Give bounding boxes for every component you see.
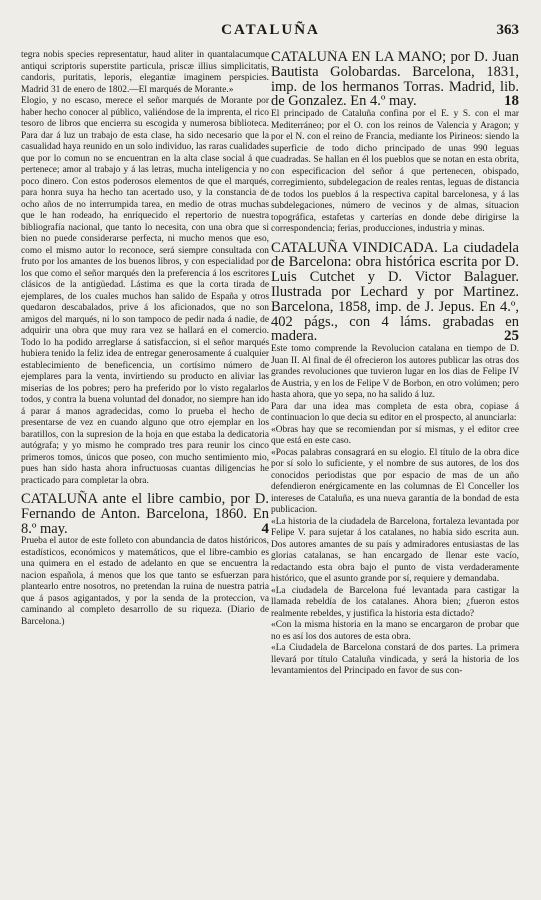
entry-title-vindicada <box>271 241 519 345</box>
prospectus-paragraph: «Obras hay que se recomiendan por sí mismas, y el editor cree que está en este caso. <box>271 424 519 447</box>
prospectus-paragraph: «La historia de la ciudadela de Barcelona, fortaleza levantada por Felipe V. para sujetar á los catalanes, no habia sido escrita aun. Dos autores amantes de su país y admiradores entusiastas de las glorias catalanas, se han encargado de llenar este vacío, redactando esta obra bajo el punto de vista verdaderamente histórico, que el asunto grande por sí, requiere y demandaba. <box>271 516 519 585</box>
entry-intro-vindicada: Para dar una idea mas completa de esta obra, copiase á continuacion lo que decia su editor en el prospecto, al anunciarla: <box>271 401 519 424</box>
entry-price: 25 <box>504 328 519 345</box>
page-number: 363 <box>496 22 519 38</box>
continuation-text: tegra nobis species representatur, haud aliter in quantalacumque antiqui scriptoris superstite particula, priscæ illius simplicitatis, candoris, puritatis, leporis, elegantiæ imaginem perspicies. Madrid 31 de enero de 1802.—El marqués de Morante.» <box>21 50 269 95</box>
entry-price: 18 <box>504 93 519 110</box>
prospectus-paragraph: «La Ciudadela de Barcelona constará de dos partes. La primera llevará por título Cataluña vindicada, y será la historia de los levantamientos del Principado en favor de sus con- <box>271 643 519 677</box>
elogio-paragraph: Elogio, y no escaso, merece el señor marqués de Morante por haber hecho conocer al público, valiéndose de la imprenta, el rico tesoro de libros que encierra su escogida y numerosa biblioteca. Para dar á luz un trabajo de esta clase, ha sido necesario que la casualidad haya reunido en un solo individuo, las raras cualidades que por lo comun no se encuentran en la alta clase social á que pertenece; amor al trabajo y á las letras, mucha inteligencia y no poco dinero. Con estos poderosos elementos de que el marqués, para honra suya ha hecho tan acertado uso, y la constancia de ocho años de no interrumpida tarea, en medio de otras muchas que le han rodeado, ha enriquecido el repertorio de nuestra bibliografía nacional, que tanto lo necesita, con una obra que si bien no puede considerarse perfecta, ni mucho menos que eso, como el mismo autor lo reconoce, será siempre consultada con fruto por los amantes de los buenos libros, y con especialidad por los que como el señor marqués den la preferencia á los escritores clásicos de la antigüedad. Lástima es que la corta tirada de ejemplares, de los cuales muchos han salido de España y otros quedaron descabalados, prive á los aficionados, que no son amigos del marqués, ni lo son tampoco de pedir nada á nadie, de adquirir una obra que muy rara vez se hallará en el comercio. Todo lo ha podido arreglarse á satisfaccion, si el señor marqués hubiera tenido la feliz idea de entregar generosamente á cualquier establecimiento de beneficencia, un cortísimo número de ejemplares para la venta, invirtiendo su producto en aliviar las miserias de los pobres; pero ha preferido por lo visto regalarlos todos, y contra la buena voluntad del donador, no siempre han ido á parar á manos agradecidas, como lo prueba el hecho de presentarse de vez en cuando alguno que otro ejemplar en los baratillos, con la supresion de la hoja en que estaba la dedicatoria autógrafa; y yo mismo he comprado tres para reunir los cinco primeros tomos, únicos que poseo, con mucho sentimiento mio, pues han sido hasta ahora infructuosas cuantas diligencias he practicado para completar la obra. <box>21 96 269 486</box>
prospectus-paragraph: «Pocas palabras consagrará en su elogio. El título de la obra dice por sí solo lo suficiente, y el nombre de sus autores, de los dos conocidos periodistas que por espacio de mas de un año defendieron enérgicamente en las columnas de El Conceller los intereses de Cataluña, es una nueva garantía de la bondad de esta publicacion. <box>271 447 519 516</box>
entry-body-libre-cambio: Prueba el autor de este folleto con abundancia de datos históricos, estadísticos, económicos y matemáticos, que el libre-cambio es una quimera en el estado de adelanto en que se encuentra la nacion española, á menos que los que tanto se esfuerzan para plantearlo entre nosotros, no pretendan la ruina de nuestra patria que á pasos agigantados, y por la senda de la proteccion, va caminando al completo desarrollo de su riqueza. (Diario de Barcelona.) <box>21 536 269 627</box>
prospectus-paragraph: «La ciudadela de Barcelona fué levantada para castigar la llamada rebeldía de los catalanes. Ahora bien; ¿fueron estos realmente rebeldes, y justifica la historia esta dictado? <box>271 585 519 619</box>
entry-body-vindicada: Este tomo comprende la Revolucion catalana en tiempo de D. Juan II. Al final de él ofrecieron los autores publicar las otras dos grandes revoluciones que tuvieron lugar en los dias de Felipe IV de Austria, y en los de Felipe V de Borbon, en otro volúmen; pero hasta ahora, que yo sepa, no ha salido á luz. <box>271 344 519 401</box>
right-column <box>271 50 519 890</box>
entry-title-text: CATALUÑA ante el libre cambio, por D. Fernando de Anton. Barcelona, 1860. En 8.º may. <box>21 491 269 537</box>
page-header <box>0 22 541 42</box>
entry-title-en-la-mano <box>271 50 519 109</box>
entry-title-libre-cambio <box>21 492 269 536</box>
entry-title-text: CATALUÑA VINDICADA. La ciudadela de Barcelona: obra histórica escrita por D. Luis Cutchet y D. Victor Balaguer. Ilustrada por Lechard y por Martinez. Barcelona, 1858, imp. de J. Jepus. En 4.º, 402 págs., con 4 láms. grabadas en madera. <box>271 239 519 345</box>
entry-body-en-la-mano: El principado de Cataluña confina por el E. y S. con el mar Mediterráneo; por el O. con los reinos de Valencia y Aragon; y por el N. con el reino de Francia, mediante los Pirineos: siendo la superficie de todo dicho principado de unas 990 leguas cuadradas. Se hallan en él los pueblos que se notan en esta obrita, con especificacion del señor á que pertenecen, obispado, corregimiento, subdelegacion de reales rentas, leguas de distancia de todos los pueblos á la respectiva capital barcelonesa, y á las subdelegaciones, número de vecinos y de almas, situacion topográfica, estafetas y carterías en donde debe dirigirse la correspondencia; ferias, producciones, industria y minas. <box>271 109 519 235</box>
prospectus-paragraph: «Con la misma historia en la mano se encargaron de probar que no es así los dos autores de esta obra. <box>271 620 519 642</box>
left-column <box>21 50 269 890</box>
entry-title-text: CATALUÑA EN LA MANO; por D. Juan Bautista Golobardas. Barcelona, 1831, imp. de los hermanos Torras. Madrid, lib. de Gonzalez. En 4.º may. <box>271 50 519 110</box>
entry-price: 4 <box>261 520 269 537</box>
running-head: CATALUÑA <box>221 22 320 38</box>
